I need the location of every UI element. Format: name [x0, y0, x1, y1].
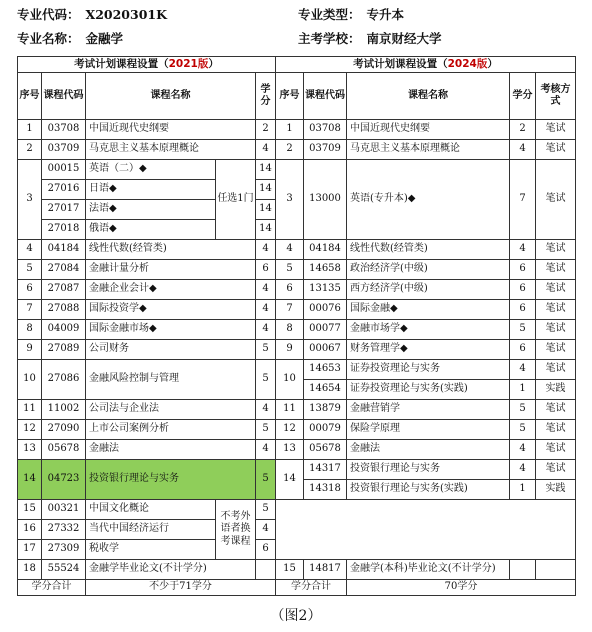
- course-name-cell: 国际投资学◆: [86, 300, 256, 320]
- credit-cell: 14: [256, 160, 276, 180]
- seq-cell: 6: [18, 280, 42, 300]
- seq-cell: 4: [18, 240, 42, 260]
- credit-cell: 5: [510, 400, 536, 420]
- seq-cell: 4: [276, 240, 304, 260]
- exam-cell: 笔试: [536, 160, 576, 240]
- col-code-2024: 课程代码: [304, 73, 347, 120]
- table-row: [18, 120, 576, 140]
- credit-cell: 7: [510, 160, 536, 240]
- code-cell: 11002: [42, 400, 86, 420]
- credit-cell: 4: [256, 140, 276, 160]
- exam-cell: 笔试: [536, 240, 576, 260]
- seq-cell: 1: [276, 120, 304, 140]
- credit-cell: 5: [256, 360, 276, 400]
- exam-cell: 实践: [536, 480, 576, 500]
- empty-block: [276, 500, 576, 560]
- course-name-cell: 财务管理学◆: [347, 340, 510, 360]
- code-cell: 00077: [304, 320, 347, 340]
- code-cell: 14654: [304, 380, 347, 400]
- code-cell: 14317: [304, 460, 347, 480]
- course-name-cell: 线性代数(经管类): [347, 240, 510, 260]
- exam-cell: 笔试: [536, 400, 576, 420]
- table-row: [18, 300, 576, 320]
- table-row: [18, 420, 576, 440]
- code-cell: 27086: [42, 360, 86, 400]
- course-name-cell: 公司财务: [86, 340, 256, 360]
- seq-cell: 14: [276, 460, 304, 500]
- code-cell: 00079: [304, 420, 347, 440]
- table-row: [18, 280, 576, 300]
- exam-cell: 笔试: [536, 140, 576, 160]
- code-cell: 27332: [42, 520, 86, 540]
- code-cell: 03709: [42, 140, 86, 160]
- seq-cell: 2: [18, 140, 42, 160]
- major-type: 专业类型： 专升本: [298, 7, 405, 22]
- exam-cell: 笔试: [536, 360, 576, 380]
- code-cell: 00076: [304, 300, 347, 320]
- seq-cell: 16: [18, 520, 42, 540]
- exam-school-value: 南京财经大学: [366, 31, 442, 46]
- table-row: [18, 400, 576, 420]
- course-name-cell: 金融法: [347, 440, 510, 460]
- seq-cell: 5: [18, 260, 42, 280]
- credit-cell: 2: [256, 120, 276, 140]
- credit-cell: 6: [256, 260, 276, 280]
- seq-cell: 13: [276, 440, 304, 460]
- seq-cell: 10: [276, 360, 304, 400]
- code-cell: 27309: [42, 540, 86, 560]
- table-row: [18, 320, 576, 340]
- credit-cell: 14: [256, 180, 276, 200]
- major-code: 专业代码： X2020301K: [17, 7, 167, 22]
- seq-cell: 12: [18, 420, 42, 440]
- code-cell: 00015: [42, 160, 86, 180]
- code-cell: 55524: [42, 560, 86, 580]
- credit-cell: 5: [256, 340, 276, 360]
- credit-cell: 5: [256, 500, 276, 520]
- table-row: [18, 500, 576, 520]
- seq-cell: 1: [18, 120, 42, 140]
- course-name-cell: 中国文化概论: [86, 500, 216, 520]
- credit-cell: 2: [510, 120, 536, 140]
- credit-cell: 4: [256, 300, 276, 320]
- credit-cell: 4: [510, 440, 536, 460]
- code-cell: 13879: [304, 400, 347, 420]
- seq-cell: 18: [18, 560, 42, 580]
- total-value-2021: 不少于71学分: [86, 580, 276, 596]
- column-header-row: [18, 73, 576, 120]
- seq-cell: 9: [18, 340, 42, 360]
- seq-cell: 17: [18, 540, 42, 560]
- credit-cell: 4: [256, 440, 276, 460]
- exam-cell: [536, 560, 576, 580]
- credit-cell: [510, 560, 536, 580]
- course-name-cell: 西方经济学(中级): [347, 280, 510, 300]
- credit-cell: 5: [510, 420, 536, 440]
- code-cell: 27090: [42, 420, 86, 440]
- credit-cell: 6: [510, 340, 536, 360]
- code-cell: 27017: [42, 200, 86, 220]
- course-name-cell: 金融营销学: [347, 400, 510, 420]
- major-code-value: X2020301K: [85, 7, 167, 22]
- credit-cell: [256, 560, 276, 580]
- col-seq-2021: 序号: [18, 73, 42, 120]
- course-name-cell: 金融市场学◆: [347, 320, 510, 340]
- exam-cell: 实践: [536, 380, 576, 400]
- course-name-cell: 金融企业会计◆: [86, 280, 256, 300]
- credit-cell: 6: [510, 280, 536, 300]
- exam-cell: 笔试: [536, 460, 576, 480]
- seq-cell: 3: [276, 160, 304, 240]
- credit-cell: 5: [256, 420, 276, 440]
- col-exam-2024: 考核方式: [536, 73, 576, 120]
- col-seq-2024: 序号: [276, 73, 304, 120]
- col-credit-2021: 学分: [256, 73, 276, 120]
- table-row: [18, 560, 576, 580]
- exam-cell: 笔试: [536, 340, 576, 360]
- major-name-value: 金融学: [85, 31, 124, 46]
- code-cell: 04723: [42, 460, 86, 500]
- credit-cell: 1: [510, 480, 536, 500]
- course-name-cell: 金融计量分析: [86, 260, 256, 280]
- credit-cell: 4: [256, 320, 276, 340]
- course-name-cell: 马克思主义基本原理概论: [86, 140, 256, 160]
- exam-cell: 笔试: [536, 440, 576, 460]
- course-name-cell: 上市公司案例分析: [86, 420, 256, 440]
- course-name-cell: 政治经济学(中级): [347, 260, 510, 280]
- seq-cell: 11: [18, 400, 42, 420]
- code-cell: 04009: [42, 320, 86, 340]
- seq-cell: 10: [18, 360, 42, 400]
- code-cell: 04184: [42, 240, 86, 260]
- code-cell: 03708: [304, 120, 347, 140]
- credit-cell: 14: [256, 200, 276, 220]
- credit-cell: 4: [510, 240, 536, 260]
- course-name-cell: 线性代数(经管类): [86, 240, 256, 260]
- course-name-cell: 英语（二）◆: [86, 160, 216, 180]
- code-cell: 27088: [42, 300, 86, 320]
- credit-cell: 6: [256, 540, 276, 560]
- total-value-2024: 70学分: [347, 580, 576, 596]
- table-row: [18, 160, 576, 180]
- seq-cell: 12: [276, 420, 304, 440]
- credit-cell: 4: [256, 280, 276, 300]
- code-cell: 05678: [42, 440, 86, 460]
- plan-2024-title: 考试计划课程设置（2024版）: [276, 57, 576, 73]
- credit-cell: 4: [510, 140, 536, 160]
- course-name-cell: 法语◆: [86, 200, 216, 220]
- credit-cell: 5: [256, 460, 276, 500]
- credit-cell: 4: [256, 240, 276, 260]
- code-cell: 05678: [304, 440, 347, 460]
- credit-cell: 4: [510, 360, 536, 380]
- plan-2021-title: 考试计划课程设置（2021版）: [18, 57, 276, 73]
- table-row: [18, 240, 576, 260]
- code-cell: 04184: [304, 240, 347, 260]
- table-row: [18, 360, 576, 380]
- exam-cell: 笔试: [536, 280, 576, 300]
- seq-cell: 3: [18, 160, 42, 240]
- course-name-cell: 金融风险控制与管理: [86, 360, 256, 400]
- course-name-cell: 保险学原理: [347, 420, 510, 440]
- course-name-cell: 国际金融◆: [347, 300, 510, 320]
- code-cell: 03708: [42, 120, 86, 140]
- col-name-2024: 课程名称: [347, 73, 510, 120]
- seq-cell: 15: [276, 560, 304, 580]
- course-name-cell: 金融学毕业论文(不计学分): [86, 560, 256, 580]
- table-row: [18, 440, 576, 460]
- course-name-cell: 证券投资理论与实务(实践): [347, 380, 510, 400]
- code-cell: 14653: [304, 360, 347, 380]
- course-name-cell: 金融法: [86, 440, 256, 460]
- exam-cell: 笔试: [536, 120, 576, 140]
- seq-cell: 5: [276, 260, 304, 280]
- code-cell: 13135: [304, 280, 347, 300]
- course-name-cell: 俄语◆: [86, 220, 216, 240]
- exam-cell: 笔试: [536, 420, 576, 440]
- code-cell: 03709: [304, 140, 347, 160]
- table-row-highlighted: [18, 460, 576, 480]
- credit-cell: 6: [510, 300, 536, 320]
- code-cell: 27084: [42, 260, 86, 280]
- code-cell: 14658: [304, 260, 347, 280]
- code-cell: 27087: [42, 280, 86, 300]
- course-name-cell: 证券投资理论与实务: [347, 360, 510, 380]
- seq-cell: 14: [18, 460, 42, 500]
- table-row: [18, 140, 576, 160]
- seq-cell: 8: [18, 320, 42, 340]
- substitute-note: 不考外语者换考课程: [216, 500, 256, 560]
- table-row: [18, 340, 576, 360]
- major-name: 专业名称： 金融学: [17, 31, 124, 46]
- code-cell: 27016: [42, 180, 86, 200]
- credit-cell: 14: [256, 220, 276, 240]
- course-name-cell: 中国近现代史纲要: [86, 120, 256, 140]
- course-name-cell: 国际金融市场◆: [86, 320, 256, 340]
- course-name-cell: 中国近现代史纲要: [347, 120, 510, 140]
- col-credit-2024: 学分: [510, 73, 536, 120]
- seq-cell: 7: [276, 300, 304, 320]
- course-name-cell: 投资银行理论与实务: [86, 460, 256, 500]
- credit-cell: 5: [510, 320, 536, 340]
- code-cell: 14318: [304, 480, 347, 500]
- exam-cell: 笔试: [536, 260, 576, 280]
- seq-cell: 6: [276, 280, 304, 300]
- course-name-cell: 当代中国经济运行: [86, 520, 216, 540]
- credit-cell: 1: [510, 380, 536, 400]
- figure-caption: （图2）: [270, 608, 322, 624]
- seq-cell: 8: [276, 320, 304, 340]
- course-plan-table: [17, 56, 576, 596]
- seq-cell: 11: [276, 400, 304, 420]
- total-label-2024: 学分合计: [276, 580, 347, 596]
- code-cell: 27089: [42, 340, 86, 360]
- exam-cell: 笔试: [536, 320, 576, 340]
- course-name-cell: 金融学(本科)毕业论文(不计学分): [347, 560, 510, 580]
- elective-note: 任选1门: [216, 160, 256, 240]
- credit-cell: 6: [510, 260, 536, 280]
- code-cell: 00321: [42, 500, 86, 520]
- code-cell: 27018: [42, 220, 86, 240]
- course-name-cell: 英语(专升本)◆: [347, 160, 510, 240]
- seq-cell: 9: [276, 340, 304, 360]
- credit-cell: 4: [256, 400, 276, 420]
- total-row: [18, 580, 576, 596]
- course-name-cell: 公司法与企业法: [86, 400, 256, 420]
- course-name-cell: 投资银行理论与实务: [347, 460, 510, 480]
- code-cell: 14817: [304, 560, 347, 580]
- code-cell: 13000: [304, 160, 347, 240]
- course-name-cell: 马克思主义基本原理概论: [347, 140, 510, 160]
- course-name-cell: 日语◆: [86, 180, 216, 200]
- total-label-2021: 学分合计: [18, 580, 86, 596]
- seq-cell: 7: [18, 300, 42, 320]
- exam-cell: 笔试: [536, 300, 576, 320]
- code-cell: 00067: [304, 340, 347, 360]
- major-type-value: 专升本: [366, 7, 405, 22]
- col-code-2021: 课程代码: [42, 73, 86, 120]
- exam-school: 主考学校： 南京财经大学: [298, 31, 442, 46]
- course-name-cell: 投资银行理论与实务(实践): [347, 480, 510, 500]
- table-row: [18, 260, 576, 280]
- credit-cell: 4: [256, 520, 276, 540]
- col-name-2021: 课程名称: [86, 73, 256, 120]
- credit-cell: 4: [510, 460, 536, 480]
- seq-cell: 2: [276, 140, 304, 160]
- course-name-cell: 税收学: [86, 540, 216, 560]
- plan-title-row: [18, 57, 576, 73]
- seq-cell: 15: [18, 500, 42, 520]
- seq-cell: 13: [18, 440, 42, 460]
